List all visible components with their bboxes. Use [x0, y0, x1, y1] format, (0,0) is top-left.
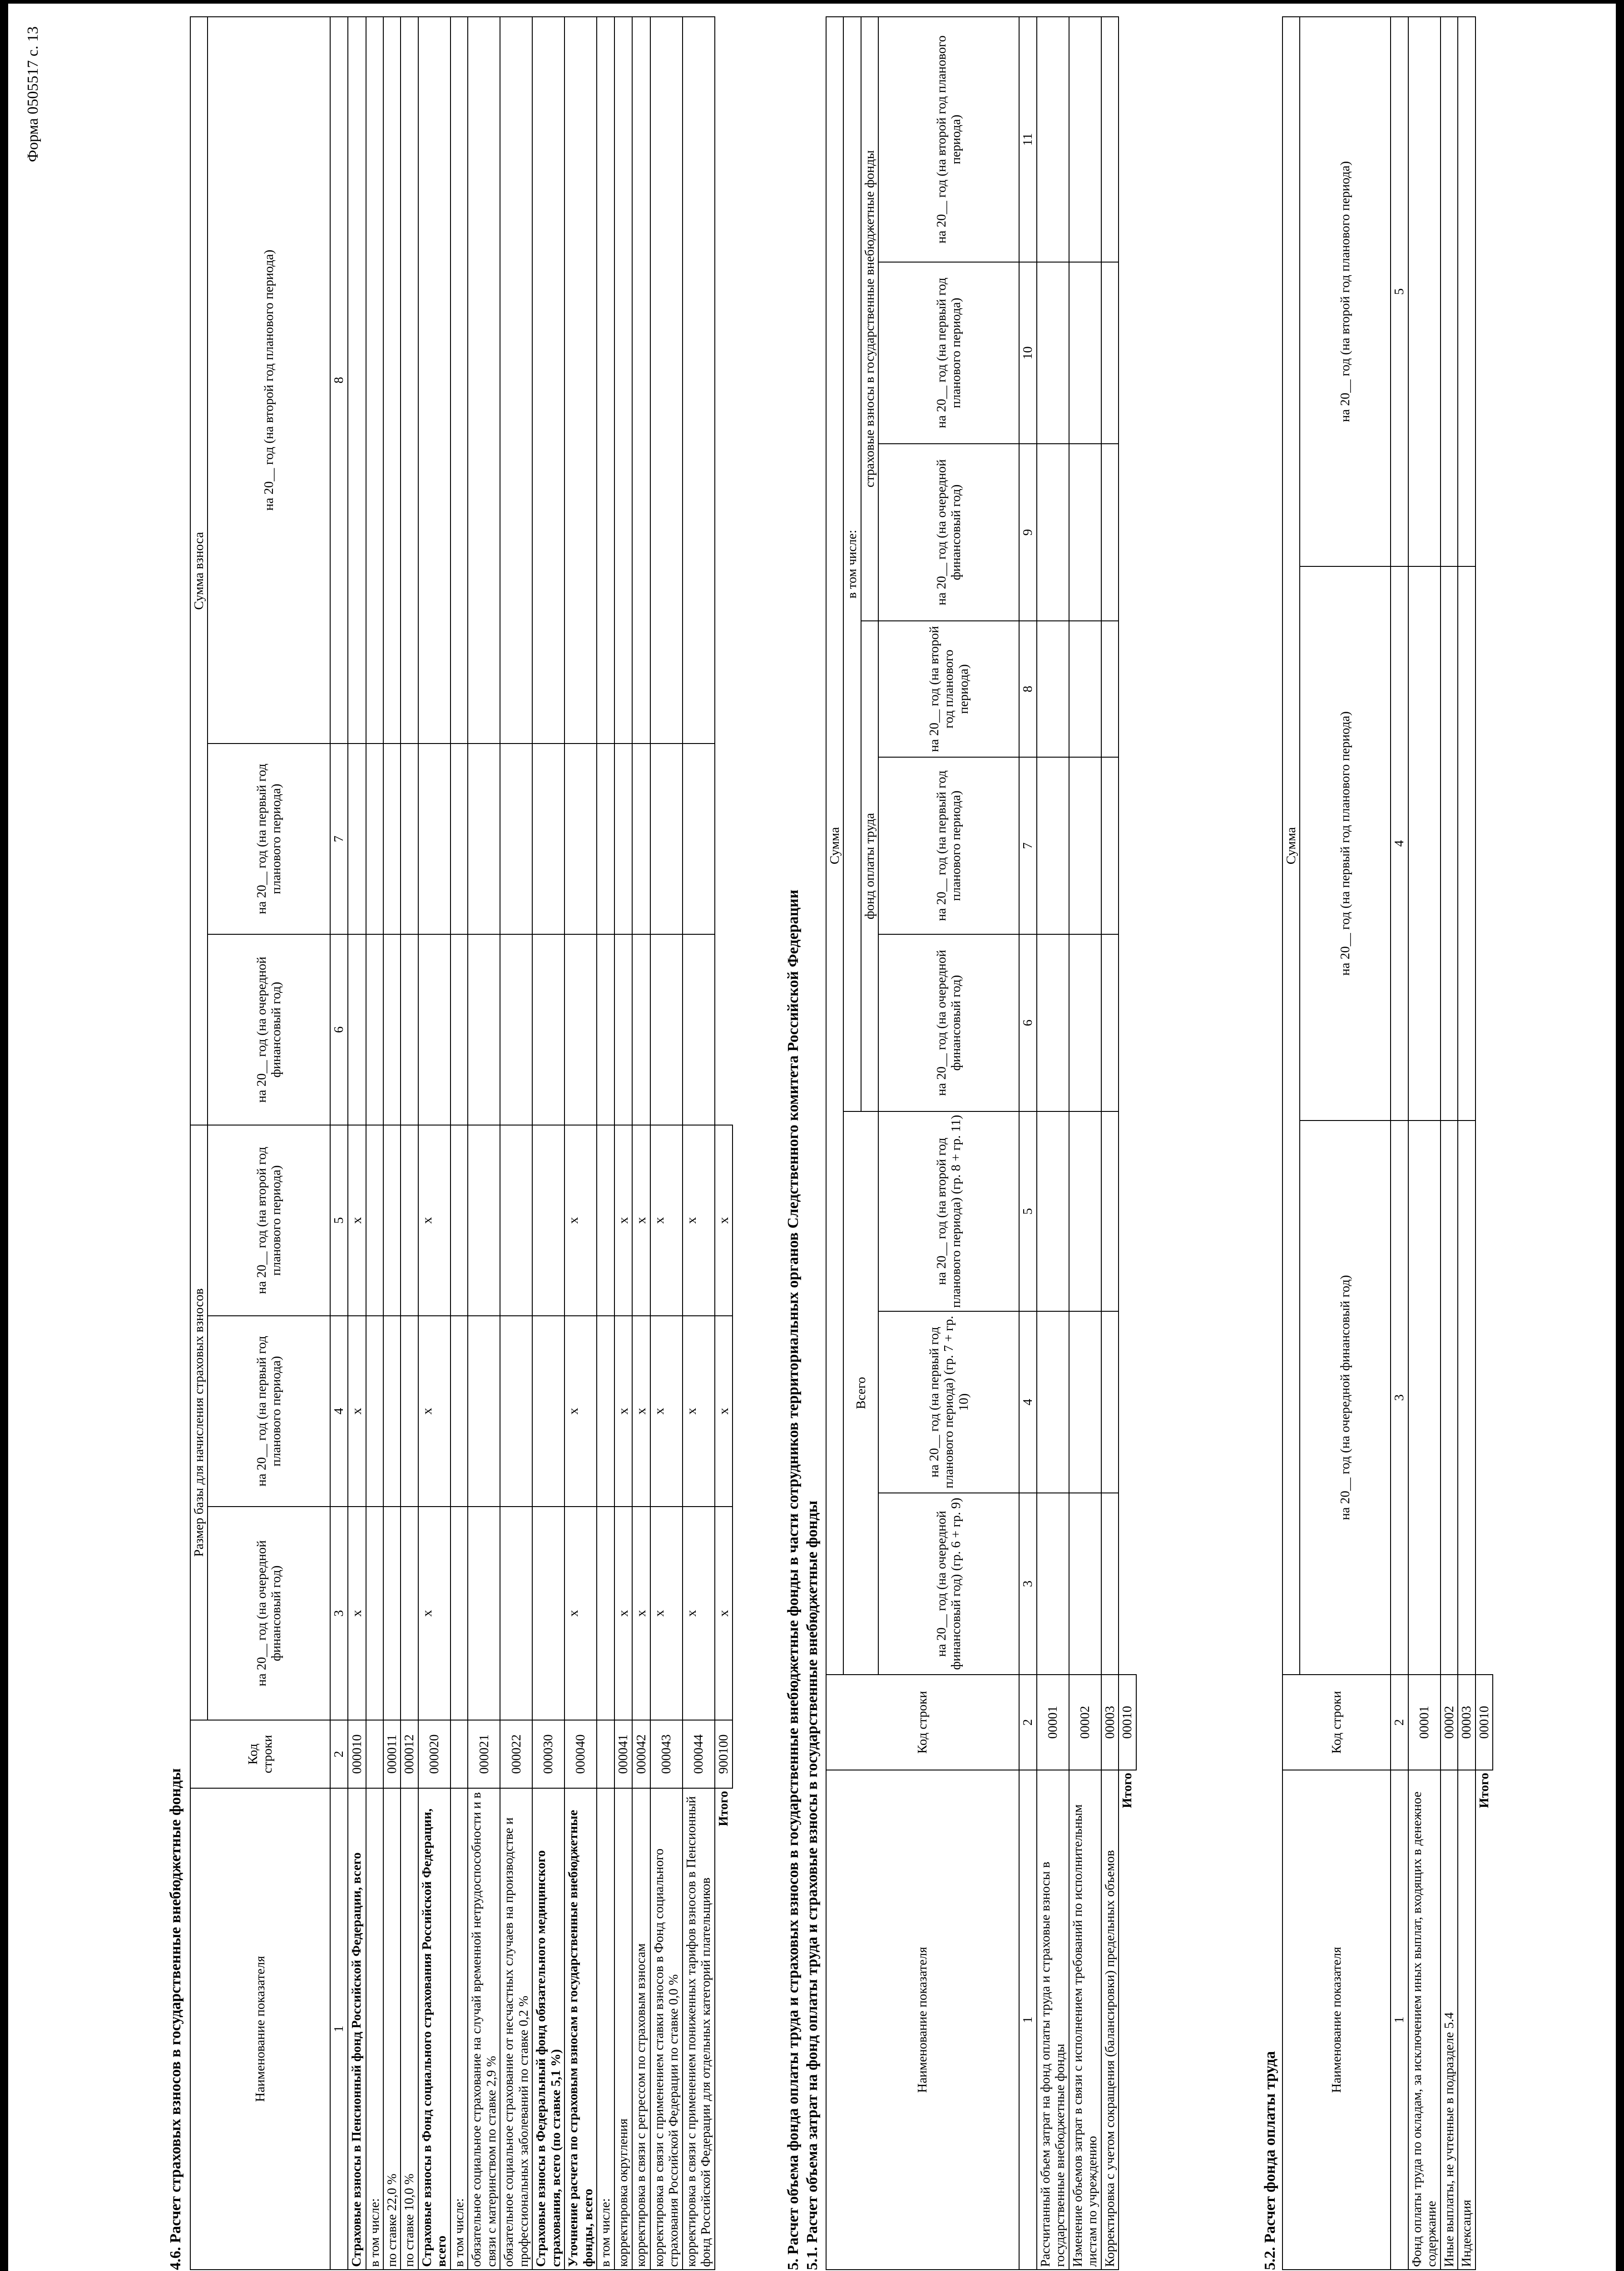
sum-cell: [348, 744, 366, 934]
t52-col-y2: на 20__ год (на первый год планового периода): [1300, 566, 1391, 1121]
t52-total-code: 00010: [1475, 1675, 1493, 1770]
col-number: 1: [330, 1788, 347, 2270]
col-number: 8: [330, 17, 347, 744]
section-5-1-title: 5.1. Расчет объема затрат на фонд оплаты труда и страховые взносы в государственные внебюджетные фонды: [804, 1500, 821, 2270]
sum-cell: [650, 17, 683, 744]
sum-cell: [597, 934, 614, 1125]
value-cell: [1408, 17, 1441, 566]
t51-head-total: Всего: [843, 1111, 878, 1675]
t52-total-label: Итого: [1476, 1773, 1491, 1808]
value-cell: [1101, 757, 1119, 934]
t51-col-i1: на 20__ год (на очередной финансовый год): [878, 444, 1019, 621]
t51-head-ins: страховые взносы в государственные внебюджетные фонды: [861, 17, 878, 621]
sum-cell: [366, 17, 383, 744]
value-cell: [1458, 17, 1475, 566]
sum-cell: [401, 744, 418, 934]
table-row: [500, 17, 532, 2270]
row-code: 000044: [683, 1720, 715, 1788]
t46-total-label: Итого: [716, 1791, 731, 1826]
row-name: Страховые взносы в Федеральный фонд обязательного медицинского страхования, всего (по ставке 5,1 %): [532, 1788, 564, 2270]
sum-cell: [451, 744, 468, 934]
table-row: [1101, 17, 1119, 2270]
table-row: [383, 17, 401, 2270]
row-name: Иные выплаты, не учтенные в подразделе 5.4: [1441, 1770, 1458, 2270]
base-cell: x: [418, 1316, 451, 1507]
row-code: 00001: [1037, 1675, 1069, 1770]
value-cell: [1069, 621, 1101, 757]
value-cell: [1037, 757, 1069, 934]
row-name: корректировка округления: [614, 1788, 633, 2270]
value-cell: [1101, 621, 1119, 757]
base-cell: x: [564, 1507, 597, 1720]
sum-cell: [650, 744, 683, 934]
base-cell: [500, 1316, 532, 1507]
base-cell: x: [418, 1507, 451, 1720]
row-code: 00001: [1408, 1675, 1441, 1770]
sum-cell: [451, 934, 468, 1125]
row-name: корректировка в связи с применением пониженных тарифов взносов в Пенсионный фонд Российской Федерации для отдельных категорий плательщиков: [683, 1788, 715, 2270]
col-number: 5: [1019, 1111, 1036, 1311]
t51-col-i2: на 20__ год (на первый год планового периода): [878, 262, 1019, 444]
base-cell: [401, 1125, 418, 1316]
sum-cell: [597, 744, 614, 934]
value-cell: [1408, 1121, 1441, 1675]
t46-num-row: [330, 17, 347, 2270]
sum-cell: [401, 934, 418, 1125]
base-cell: [468, 1507, 500, 1720]
base-cell: [383, 1125, 401, 1316]
base-cell: [366, 1507, 383, 1720]
col-number: 3: [1019, 1493, 1036, 1675]
base-cell: [451, 1316, 468, 1507]
base-cell: [597, 1125, 614, 1316]
row-code: 000040: [564, 1720, 597, 1788]
t46-head-name: Наименование показателя: [190, 1788, 330, 2270]
table-5-2: [1282, 16, 1493, 2270]
base-cell: x: [614, 1316, 633, 1507]
row-code: 00003: [1101, 1675, 1119, 1770]
t46-total-code: 900100: [715, 1720, 733, 1788]
t51-head-code: Код строки: [826, 1675, 1019, 1770]
table-row: [564, 17, 597, 2270]
sum-cell: [348, 17, 366, 744]
base-cell: x: [683, 1507, 715, 1720]
row-name: в том числе:: [451, 1788, 468, 2270]
sum-cell: [451, 17, 468, 744]
table-4-6: [190, 16, 733, 2270]
base-cell: [532, 1125, 564, 1316]
row-code: [366, 1720, 383, 1788]
sum-cell: [366, 934, 383, 1125]
value-cell: [1458, 1121, 1475, 1675]
rotated-form: [8, 4, 1616, 2271]
t46-total-x3: x: [715, 1125, 733, 1316]
t51-head-fot: фонд оплаты труда: [861, 621, 878, 1111]
base-cell: x: [418, 1125, 451, 1316]
col-number: 1: [1019, 1770, 1036, 2270]
row-code: 000043: [650, 1720, 683, 1788]
col-number: 5: [330, 1125, 347, 1316]
sum-cell: [418, 934, 451, 1125]
sum-cell: [564, 934, 597, 1125]
value-cell: [1101, 262, 1119, 444]
base-cell: [597, 1507, 614, 1720]
sum-cell: [418, 744, 451, 934]
row-name: в том числе:: [366, 1788, 383, 2270]
t51-num-row: [1019, 17, 1036, 2270]
sum-cell: [418, 17, 451, 744]
table-row: [632, 17, 650, 2270]
col-number: 7: [330, 744, 347, 934]
sum-cell: [614, 744, 633, 934]
base-cell: x: [614, 1507, 633, 1720]
col-number: 5: [1391, 17, 1408, 566]
sum-cell: [632, 17, 650, 744]
sum-cell: [468, 17, 500, 744]
sum-cell: [500, 744, 532, 934]
row-code: 000030: [532, 1720, 564, 1788]
table-row: [1408, 17, 1441, 2270]
sum-cell: [383, 17, 401, 744]
t46-col-s1: на 20__ год (на очередной финансовый год): [208, 934, 330, 1125]
row-code: 000012: [401, 1720, 418, 1788]
t52-col-y1: на 20__ год (на очередной финансовый год): [1300, 1121, 1391, 1675]
t51-col-f3: на 20__ год (на второй год планового периода): [878, 621, 1019, 757]
sum-cell: [632, 744, 650, 934]
col-number: 2: [1019, 1675, 1036, 1770]
sum-cell: [683, 17, 715, 744]
sum-cell: [614, 934, 633, 1125]
col-number: 8: [1019, 621, 1036, 757]
value-cell: [1037, 1111, 1069, 1311]
row-code: 00002: [1441, 1675, 1458, 1770]
table-row: [401, 17, 418, 2270]
table-row: [1441, 17, 1458, 2270]
row-name: Уточнение расчета по страховым взносам в государственные внебюджетные фонды, всего: [564, 1788, 597, 2270]
row-name: по ставке 10,0 %: [401, 1788, 418, 2270]
col-number: 9: [1019, 444, 1036, 621]
base-cell: x: [564, 1316, 597, 1507]
sum-cell: [383, 744, 401, 934]
t51-col-t3: на 20__ год (на второй год планового периода) (гр. 8 + гр. 11): [878, 1111, 1019, 1311]
sum-cell: [632, 934, 650, 1125]
value-cell: [1408, 566, 1441, 1121]
value-cell: [1037, 444, 1069, 621]
t46-total-x1: x: [715, 1507, 733, 1720]
row-code: 000020: [418, 1720, 451, 1788]
t52-col-y3: на 20__ год (на второй год планового периода): [1300, 17, 1391, 566]
value-cell: [1101, 17, 1119, 262]
t52-num-row: [1391, 17, 1408, 2270]
col-number: 3: [330, 1507, 347, 1720]
sum-cell: [614, 17, 633, 744]
section-4-6-title: 4.6. Расчет страховых взносов в государственные внебюджетные фонды: [167, 1768, 184, 2270]
t46-head-base: Размер базы для начисления страховых взносов: [190, 1125, 208, 1720]
base-cell: [451, 1125, 468, 1316]
sum-cell: [683, 744, 715, 934]
t51-col-t2: на 20__ год (на первый год планового периода) (гр. 7 + гр. 10): [878, 1311, 1019, 1493]
value-cell: [1069, 1311, 1101, 1493]
base-cell: [500, 1125, 532, 1316]
row-name: в том числе:: [597, 1788, 614, 2270]
t52-head-sum: Сумма: [1282, 17, 1300, 1675]
base-cell: x: [632, 1316, 650, 1507]
table-row: [650, 17, 683, 2270]
col-number: 2: [330, 1720, 347, 1788]
base-cell: x: [564, 1125, 597, 1316]
t46-col-y3: на 20__ год (на второй год планового периода): [208, 1125, 330, 1316]
sum-cell: [564, 17, 597, 744]
base-cell: x: [650, 1507, 683, 1720]
table-row: [683, 17, 715, 2270]
base-cell: [383, 1507, 401, 1720]
value-cell: [1069, 444, 1101, 621]
sum-cell: [500, 17, 532, 744]
t46-col-y1: на 20__ год (на очередной финансовый год): [208, 1507, 330, 1720]
value-cell: [1069, 262, 1101, 444]
row-code: 000041: [614, 1720, 633, 1788]
value-cell: [1441, 17, 1458, 566]
row-name: Страховые взносы в Пенсионный фонд Российской Федерации, всего: [348, 1788, 366, 2270]
row-name: обязательное социальное страхование на случай временной нетрудоспособности и в связи с материнством по ставке 2,9 %: [468, 1788, 500, 2270]
row-code: 000021: [468, 1720, 500, 1788]
sum-cell: [468, 934, 500, 1125]
col-number: 6: [330, 934, 347, 1125]
col-number: 10: [1019, 262, 1036, 444]
value-cell: [1069, 1111, 1101, 1311]
row-name: Изменение объемов затрат в связи с исполнением требований по исполнительным листам по учреждению: [1069, 1770, 1101, 2270]
value-cell: [1037, 621, 1069, 757]
value-cell: [1037, 17, 1069, 262]
sum-cell: [650, 934, 683, 1125]
base-cell: x: [632, 1125, 650, 1316]
base-cell: x: [348, 1507, 366, 1720]
sum-cell: [468, 744, 500, 934]
value-cell: [1069, 934, 1101, 1111]
table-row: [451, 17, 468, 2270]
base-cell: [383, 1316, 401, 1507]
table-row: [597, 17, 614, 2270]
sum-cell: [564, 744, 597, 934]
value-cell: [1101, 1111, 1119, 1311]
table-row: [532, 17, 564, 2270]
base-cell: x: [614, 1125, 633, 1316]
t52-head-name: Наименование показателя: [1282, 1770, 1391, 2270]
col-number: 4: [330, 1316, 347, 1507]
table-row: [366, 17, 383, 2270]
base-cell: x: [650, 1125, 683, 1316]
t52-head-code: Код строки: [1282, 1675, 1391, 1770]
value-cell: [1441, 566, 1458, 1121]
row-code: 000042: [632, 1720, 650, 1788]
row-code: 00002: [1069, 1675, 1101, 1770]
base-cell: [468, 1316, 500, 1507]
t51-col-f1: на 20__ год (на очередной финансовый год): [878, 934, 1019, 1111]
sum-cell: [401, 17, 418, 744]
t46-head-sum: Сумма взноса: [190, 17, 208, 1125]
base-cell: [401, 1507, 418, 1720]
row-name: по ставке 22,0 %: [383, 1788, 401, 2270]
row-name: обязательное социальное страхование от несчастных случаев на производстве и профессиональных заболеваний по ставке 0,2 %: [500, 1788, 532, 2270]
row-code: 00003: [1458, 1675, 1475, 1770]
row-code: [597, 1720, 614, 1788]
sum-cell: [532, 744, 564, 934]
sum-cell: [383, 934, 401, 1125]
table-5-1: [826, 16, 1137, 2270]
value-cell: [1069, 1493, 1101, 1675]
document-page: [8, 4, 1616, 2271]
sum-cell: [683, 934, 715, 1125]
base-cell: [597, 1316, 614, 1507]
value-cell: [1101, 1493, 1119, 1675]
base-cell: x: [348, 1316, 366, 1507]
value-cell: [1101, 934, 1119, 1111]
row-code: 000011: [383, 1720, 401, 1788]
base-cell: x: [683, 1316, 715, 1507]
value-cell: [1458, 566, 1475, 1121]
row-name: Индексация: [1458, 1770, 1475, 2270]
col-number: 11: [1019, 17, 1036, 262]
row-code: [451, 1720, 468, 1788]
row-name: Корректировка с учетом сокращения (балансировки) предельных объемов: [1101, 1770, 1119, 2270]
base-cell: x: [683, 1125, 715, 1316]
value-cell: [1069, 757, 1101, 934]
row-name: корректировка в связи с применением ставки взносов в Фонд социального страхования Российской Федерации по ставке 0,0 %: [650, 1788, 683, 2270]
base-cell: [500, 1507, 532, 1720]
value-cell: [1101, 1311, 1119, 1493]
t46-col-y2: на 20__ год (на первый год планового периода): [208, 1316, 330, 1507]
t51-total-label: Итого: [1120, 1773, 1135, 1808]
value-cell: [1069, 17, 1101, 262]
base-cell: [532, 1316, 564, 1507]
value-cell: [1037, 262, 1069, 444]
table-row: [1069, 17, 1101, 2270]
value-cell: [1037, 1493, 1069, 1675]
table-row: [614, 17, 633, 2270]
t51-head-incl: в том числе:: [843, 17, 861, 1111]
t46-col-s3: на 20__ год (на второй год планового периода): [208, 17, 330, 744]
t51-col-i3: на 20__ год (на второй год планового периода): [878, 17, 1019, 262]
base-cell: [366, 1316, 383, 1507]
value-cell: [1037, 1311, 1069, 1493]
section-5-2-title: 5.2. Расчет фонда оплаты труда: [1262, 2051, 1278, 2270]
form-number: Форма 0505517 с. 13: [25, 26, 41, 162]
base-cell: x: [348, 1125, 366, 1316]
base-cell: x: [650, 1316, 683, 1507]
row-name: Рассчитанный объем затрат на фонд оплаты труда и страховые взносы в государственные внебюджетные фонды: [1037, 1770, 1069, 2270]
base-cell: [366, 1125, 383, 1316]
table-row: [348, 17, 366, 2270]
t46-total-x2: x: [715, 1316, 733, 1507]
base-cell: [532, 1507, 564, 1720]
value-cell: [1037, 934, 1069, 1111]
t51-head-sum: Сумма: [826, 17, 843, 1675]
base-cell: [401, 1316, 418, 1507]
t46-col-s2: на 20__ год (на первый год планового периода): [208, 744, 330, 934]
value-cell: [1101, 444, 1119, 621]
col-number: 2: [1391, 1675, 1408, 1770]
t51-col-f2: на 20__ год (на первый год планового периода): [878, 757, 1019, 934]
col-number: 7: [1019, 757, 1036, 934]
t51-total-code: 00010: [1119, 1675, 1136, 1770]
sum-cell: [597, 17, 614, 744]
base-cell: x: [632, 1507, 650, 1720]
table-row: [1037, 17, 1069, 2270]
row-name: Фонд оплаты труда по окладам, за исключением иных выплат, входящих в денежное содержание: [1408, 1770, 1441, 2270]
base-cell: [468, 1125, 500, 1316]
row-code: 000022: [500, 1720, 532, 1788]
section-5-title: 5. Расчет объема фонда оплаты труда и страховых взносов в государственные внебюджетные фонды в части сотрудников территориальных органов Следственного комитета Российской Федерации: [785, 889, 802, 2270]
sum-cell: [532, 934, 564, 1125]
table-row: [1458, 17, 1475, 2270]
row-name: корректировка в связи с регрессом по страховым взносам: [632, 1788, 650, 2270]
col-number: 4: [1391, 566, 1408, 1121]
col-number: 4: [1019, 1311, 1036, 1493]
col-number: 6: [1019, 934, 1036, 1111]
sum-cell: [366, 744, 383, 934]
sum-cell: [348, 934, 366, 1125]
sum-cell: [532, 17, 564, 744]
col-number: 1: [1391, 1770, 1408, 2270]
table-row: [418, 17, 451, 2270]
sum-cell: [500, 934, 532, 1125]
col-number: 3: [1391, 1121, 1408, 1675]
t51-head-name: Наименование показателя: [826, 1770, 1019, 2270]
table-row: [468, 17, 500, 2270]
row-code: 000010: [348, 1720, 366, 1788]
base-cell: [451, 1507, 468, 1720]
t51-col-t1: на 20__ год (на очередной финансовый год) (гр. 6 + гр. 9): [878, 1493, 1019, 1675]
value-cell: [1441, 1121, 1458, 1675]
row-name: Страховые взносы в Фонд социального страхования Российской Федерации, всего: [418, 1788, 451, 2270]
t46-head-code: Код строки: [190, 1720, 330, 1788]
